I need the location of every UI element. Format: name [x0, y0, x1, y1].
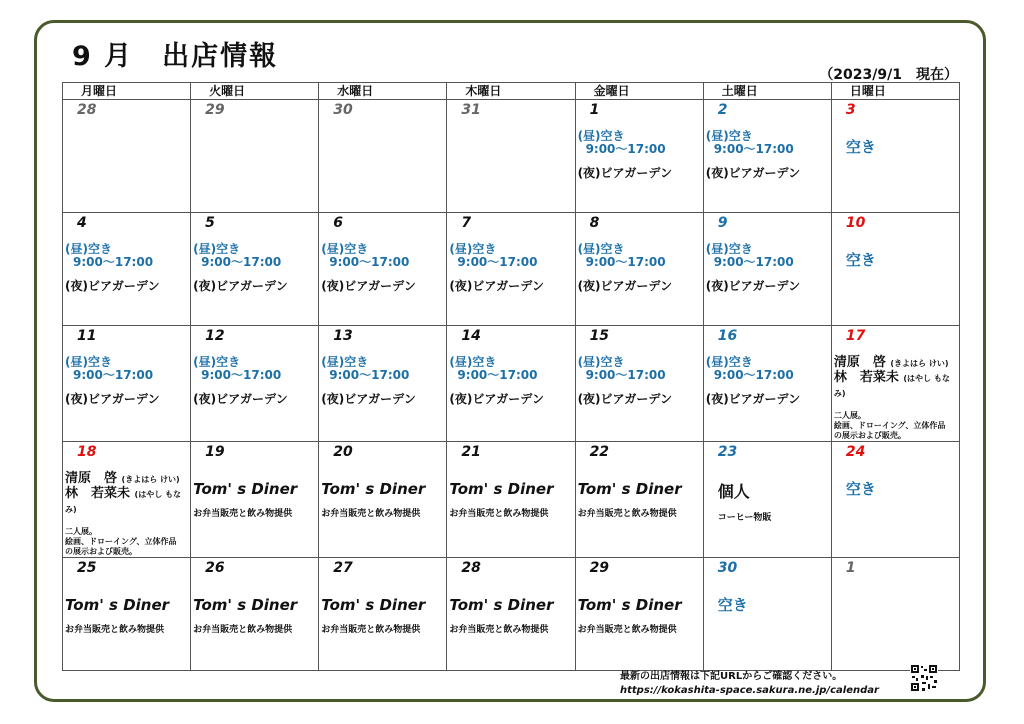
- daytime-free-label: 空き: [600, 242, 625, 256]
- daytime-slot: [706, 130, 831, 156]
- daytime-status: [578, 355, 625, 369]
- daytime-status: [193, 242, 240, 256]
- exhibitor-1: [65, 472, 190, 487]
- footer-note: [620, 670, 879, 698]
- day-number: 2: [717, 102, 728, 118]
- exhibit-desc-line: 二人展。: [833, 411, 866, 420]
- night-slot: (夜)ビアガーデン: [705, 166, 801, 180]
- vendor-name: Tom' s Diner: [321, 596, 426, 614]
- day-number: 13: [333, 328, 353, 344]
- calendar-day-cell[interactable]: [63, 100, 191, 213]
- night-slot: (夜)ビアガーデン: [577, 279, 673, 293]
- exhibitor-names: [65, 472, 190, 517]
- daytime-slot: [706, 356, 831, 382]
- day-number: 31: [461, 102, 481, 118]
- calendar-day-cell[interactable]: [703, 558, 831, 671]
- exhibitor-1: [834, 356, 959, 371]
- calendar-day-cell[interactable]: [447, 442, 575, 558]
- night-slot: (夜)ビアガーデン: [705, 392, 801, 406]
- daytime-prefix: (昼): [321, 242, 345, 256]
- calendar-day-cell[interactable]: [447, 100, 575, 213]
- daytime-status: [321, 355, 368, 369]
- vendor-note: お弁当販売と飲み物提供: [193, 625, 293, 635]
- exhibit-desc-line: 絵画、ドローイング、立体作品: [65, 537, 177, 546]
- daytime-free-label: 空き: [87, 355, 112, 369]
- night-slot: (夜)ビアガーデン: [577, 392, 673, 406]
- daytime-hours: 9:00～17:00: [201, 255, 282, 269]
- day-number: 10: [845, 215, 866, 231]
- exhibitor-2-kana: (はやし もなみ): [65, 490, 181, 514]
- daytime-prefix: (昼): [65, 242, 88, 256]
- day-number: 28: [461, 560, 481, 576]
- daytime-hours: 9:00～17:00: [73, 255, 154, 269]
- day-number: 21: [461, 444, 481, 460]
- vendor-name: Tom' s Diner: [321, 480, 426, 498]
- calendar-day-cell[interactable]: [191, 442, 319, 558]
- daytime-hours: 9:00～17:00: [585, 368, 666, 382]
- daytime-prefix: (昼): [577, 355, 601, 369]
- calendar-day-cell[interactable]: [319, 213, 447, 326]
- exhibitor-names: [834, 356, 959, 401]
- calendar-week-row: [63, 442, 960, 558]
- night-slot: (夜)ビアガーデン: [193, 279, 288, 293]
- weekday-header-row: [63, 83, 960, 100]
- exhibit-desc-line: の展示および販売。: [65, 547, 137, 556]
- daytime-slot: [449, 243, 574, 269]
- calendar-week-row: [63, 558, 960, 671]
- day-number: 19: [205, 444, 225, 460]
- calendar-day-cell[interactable]: [575, 558, 703, 671]
- exhibit-desc-line: 二人展。: [65, 527, 97, 536]
- footer-url[interactable]: https://kokashita-space.sakura.ne.jp/calendar: [620, 685, 879, 696]
- day-number: 9: [717, 215, 728, 231]
- night-slot: (夜)ビアガーデン: [65, 279, 160, 293]
- daytime-hours: 9:00～17:00: [329, 368, 410, 382]
- daytime-free-label: 空き: [87, 242, 112, 256]
- weekday-header: 火曜日: [191, 83, 319, 100]
- vendor-name: Tom' s Diner: [193, 596, 298, 614]
- exhibitor-1-kana: (きよはら けい): [121, 475, 180, 484]
- daytime-hours: 9:00～17:00: [457, 255, 538, 269]
- day-number: 18: [77, 444, 97, 460]
- vendor-name: Tom' s Diner: [65, 596, 170, 614]
- daytime-free-label: 空き: [472, 242, 497, 256]
- calendar-day-cell[interactable]: [319, 326, 447, 442]
- day-number: 30: [717, 560, 738, 576]
- day-number: 15: [589, 328, 610, 344]
- daytime-status: [706, 355, 753, 369]
- night-slot: (夜)ビアガーデン: [577, 166, 673, 180]
- calendar-day-cell[interactable]: [447, 558, 575, 671]
- vendor-note: お弁当販売と飲み物提供: [65, 625, 165, 635]
- vendor-name: Tom' s Diner: [449, 596, 554, 614]
- daytime-free-label: 空き: [728, 355, 753, 369]
- vendor-name: Tom' s Diner: [577, 480, 682, 498]
- vendor-note: お弁当販売と飲み物提供: [577, 509, 677, 519]
- vendor-note: お弁当販売と飲み物提供: [577, 625, 677, 635]
- day-number: 16: [717, 328, 738, 344]
- day-number: 23: [717, 444, 738, 460]
- daytime-slot: [193, 356, 318, 382]
- daytime-hours: 9:00～17:00: [713, 255, 794, 269]
- daytime-hours: 9:00～17:00: [713, 368, 794, 382]
- vendor-note: お弁当販売と飲み物提供: [321, 509, 421, 519]
- daytime-hours: 9:00～17:00: [201, 368, 282, 382]
- day-number: 26: [205, 560, 225, 576]
- exhibitor-2-kana: (はやし もなみ): [833, 374, 950, 398]
- daytime-status: [65, 355, 112, 369]
- calendar-day-cell[interactable]: [191, 558, 319, 671]
- calendar-day-cell[interactable]: [63, 326, 191, 442]
- calendar-day-cell[interactable]: [831, 213, 959, 326]
- daytime-status: [578, 129, 625, 143]
- calendar-day-cell[interactable]: [575, 326, 703, 442]
- free-slot-label: 空き: [845, 138, 876, 156]
- exhibitor-1-name: 清原 啓: [833, 355, 886, 370]
- daytime-slot: [321, 356, 446, 382]
- day-number: 29: [205, 102, 225, 118]
- daytime-status: [449, 242, 496, 256]
- calendar-day-cell[interactable]: [447, 213, 575, 326]
- calendar-day-cell[interactable]: [703, 442, 831, 558]
- day-number: 1: [845, 560, 856, 576]
- daytime-prefix: (昼): [449, 242, 473, 256]
- day-number: 14: [461, 328, 481, 344]
- page-title: 9 月 出店情報: [72, 41, 279, 72]
- daytime-hours: 9:00～17:00: [457, 368, 538, 382]
- vendor-name: Tom' s Diner: [449, 480, 554, 498]
- daytime-hours: 9:00～17:00: [329, 255, 410, 269]
- day-number: 5: [205, 215, 215, 231]
- daytime-free-label: 空き: [472, 355, 497, 369]
- vendor-note: お弁当販売と飲み物提供: [321, 625, 421, 635]
- vendor-note: お弁当販売と飲み物提供: [449, 509, 549, 519]
- night-slot: (夜)ビアガーデン: [449, 279, 545, 293]
- daytime-hours: 9:00～17:00: [585, 142, 666, 156]
- day-number: 22: [589, 444, 610, 460]
- free-slot-label: 空き: [717, 596, 748, 614]
- day-number: 20: [333, 444, 353, 460]
- weekday-header: 木曜日: [447, 83, 575, 100]
- daytime-status: [578, 242, 625, 256]
- day-number: 11: [77, 328, 97, 344]
- daytime-slot: [578, 243, 703, 269]
- calendar-day-cell[interactable]: [831, 442, 959, 558]
- calendar-day-cell[interactable]: [191, 100, 319, 213]
- calendar-day-cell[interactable]: [703, 326, 831, 442]
- calendar-day-cell[interactable]: [703, 100, 831, 213]
- calendar-table: [62, 82, 960, 671]
- daytime-free-label: 空き: [344, 242, 369, 256]
- daytime-prefix: (昼): [449, 355, 473, 369]
- exhibit-desc-line: 絵画、ドローイング、立体作品: [833, 421, 946, 430]
- daytime-free-label: 空き: [728, 129, 753, 143]
- daytime-slot: [193, 243, 318, 269]
- exhibitor-1-name: 清原 啓: [65, 471, 118, 486]
- weekday-header: 日曜日: [831, 83, 959, 100]
- night-slot: (夜)ビアガーデン: [321, 392, 416, 406]
- daytime-status: [65, 242, 112, 256]
- weekday-header: 土曜日: [703, 83, 831, 100]
- calendar-day-cell[interactable]: [447, 326, 575, 442]
- calendar-day-cell[interactable]: [319, 100, 447, 213]
- calendar-day-cell[interactable]: [575, 100, 703, 213]
- calendar-day-cell[interactable]: [703, 213, 831, 326]
- daytime-slot: [65, 356, 190, 382]
- day-number: 17: [845, 328, 866, 344]
- exhibit-desc-line: の展示および販売。: [833, 431, 906, 440]
- calendar-week-row: [63, 326, 960, 442]
- daytime-prefix: (昼): [577, 129, 601, 143]
- daytime-slot: [65, 243, 190, 269]
- free-slot-label: 空き: [845, 480, 876, 498]
- calendar-day-cell[interactable]: [191, 213, 319, 326]
- calendar-day-cell[interactable]: [63, 213, 191, 326]
- day-number: 3: [845, 102, 856, 118]
- calendar-day-cell[interactable]: [831, 326, 959, 442]
- daytime-status: [321, 242, 368, 256]
- calendar-day-cell[interactable]: [319, 558, 447, 671]
- daytime-free-label: 空き: [600, 129, 625, 143]
- calendar-day-cell[interactable]: [63, 442, 191, 558]
- day-number: 24: [845, 444, 866, 460]
- calendar-day-cell[interactable]: [63, 558, 191, 671]
- daytime-hours: 9:00～17:00: [585, 255, 666, 269]
- exhibit-description: [65, 527, 190, 557]
- free-slot-label: 空き: [845, 251, 876, 269]
- weekday-header: 月曜日: [63, 83, 191, 100]
- night-slot: (夜)ビアガーデン: [705, 279, 801, 293]
- exhibitor-1-kana: (きよはら けい): [890, 359, 949, 368]
- calendar-day-cell[interactable]: [191, 326, 319, 442]
- day-number: 1: [589, 102, 600, 118]
- daytime-hours: 9:00～17:00: [73, 368, 154, 382]
- vendor-note: コーヒー物販: [717, 513, 772, 523]
- day-number: 12: [205, 328, 225, 344]
- daytime-slot: [321, 243, 446, 269]
- as-of-date: （2023/9/1 現在）: [819, 67, 958, 83]
- daytime-free-label: 空き: [728, 242, 753, 256]
- day-number: 30: [333, 102, 353, 118]
- exhibitor-2: [834, 371, 959, 401]
- daytime-hours: 9:00～17:00: [713, 142, 794, 156]
- daytime-prefix: (昼): [65, 355, 88, 369]
- calendar-day-cell[interactable]: [575, 213, 703, 326]
- vendor-note: お弁当販売と飲み物提供: [193, 509, 293, 519]
- night-slot: (夜)ビアガーデン: [193, 392, 288, 406]
- calendar-day-cell[interactable]: [319, 442, 447, 558]
- exhibitor-2-name: 林 若菜未: [65, 486, 131, 501]
- weekday-header: 水曜日: [319, 83, 447, 100]
- day-number: 8: [589, 215, 600, 231]
- daytime-slot: [578, 356, 703, 382]
- day-number: 28: [77, 102, 97, 118]
- daytime-free-label: 空き: [216, 355, 241, 369]
- daytime-free-label: 空き: [216, 242, 241, 256]
- exhibitor-2-name: 林 若菜未: [833, 370, 899, 385]
- daytime-prefix: (昼): [705, 355, 729, 369]
- vendor-name: Tom' s Diner: [193, 480, 298, 498]
- vendor-name: 個人: [717, 482, 750, 501]
- footer-message: 最新の出店情報は下記URLからご確認ください。: [620, 671, 843, 682]
- daytime-prefix: (昼): [193, 355, 217, 369]
- daytime-free-label: 空き: [600, 355, 625, 369]
- night-slot: (夜)ビアガーデン: [449, 392, 545, 406]
- day-number: 6: [333, 215, 344, 231]
- daytime-status: [449, 355, 496, 369]
- day-number: 29: [589, 560, 610, 576]
- calendar-week-row: [63, 213, 960, 326]
- qr-code-icon[interactable]: [910, 664, 938, 692]
- daytime-prefix: (昼): [705, 129, 729, 143]
- daytime-slot: [449, 356, 574, 382]
- vendor-name: Tom' s Diner: [577, 596, 682, 614]
- calendar-day-cell[interactable]: [831, 100, 959, 213]
- daytime-free-label: 空き: [344, 355, 369, 369]
- day-number: 7: [461, 215, 472, 231]
- vendor-note: お弁当販売と飲み物提供: [449, 625, 549, 635]
- day-number: 4: [77, 215, 87, 231]
- daytime-prefix: (昼): [193, 242, 217, 256]
- daytime-slot: [706, 243, 831, 269]
- daytime-status: [706, 129, 753, 143]
- day-number: 27: [333, 560, 353, 576]
- daytime-prefix: (昼): [577, 242, 601, 256]
- daytime-status: [193, 355, 240, 369]
- day-number: 25: [77, 560, 97, 576]
- daytime-prefix: (昼): [705, 242, 729, 256]
- daytime-status: [706, 242, 753, 256]
- exhibitor-2: [65, 487, 190, 517]
- calendar-day-cell[interactable]: [575, 442, 703, 558]
- calendar-week-row: [63, 100, 960, 213]
- daytime-slot: [578, 130, 703, 156]
- calendar-day-cell[interactable]: [831, 558, 959, 671]
- weekday-header: 金曜日: [575, 83, 703, 100]
- night-slot: (夜)ビアガーデン: [321, 279, 416, 293]
- night-slot: (夜)ビアガーデン: [65, 392, 160, 406]
- exhibit-description: [834, 411, 959, 441]
- daytime-prefix: (昼): [321, 355, 345, 369]
